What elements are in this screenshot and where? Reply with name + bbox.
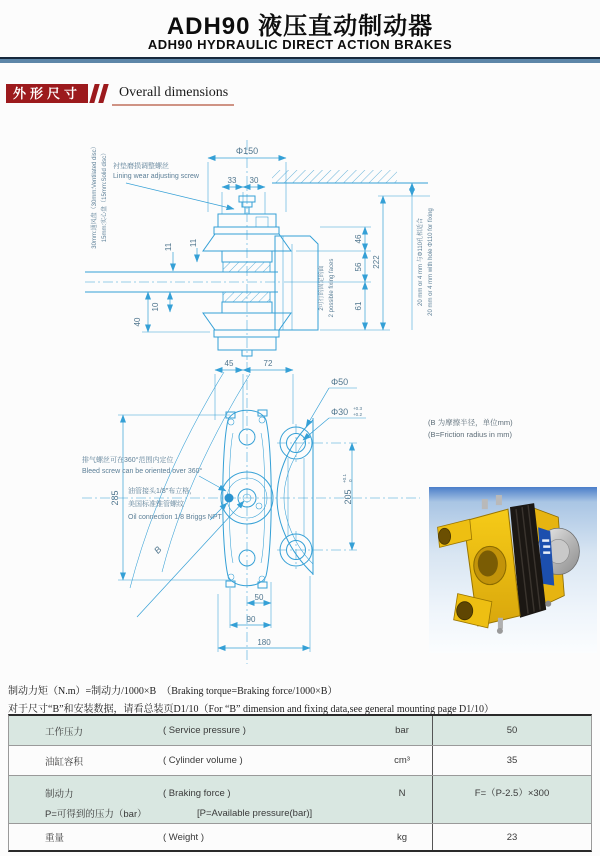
row-label-en: ( Braking force ) bbox=[163, 787, 231, 799]
dim-30-label: 30 bbox=[249, 176, 259, 185]
dim-56-label: 56 bbox=[354, 262, 363, 272]
disc-note-line1: 30mm:通风盘（30mm:Ventilated disc） bbox=[92, 143, 98, 249]
row-unit: bar bbox=[395, 725, 409, 736]
dim-phi30-tol-top: +0.3 bbox=[353, 406, 363, 411]
row-unit: N bbox=[398, 787, 406, 799]
dim-205-tol-bot: 0 bbox=[348, 479, 353, 482]
row-sublabel-en: [P=Available pressure(bar)] bbox=[197, 807, 313, 819]
dim-10-label: 10 bbox=[151, 302, 160, 312]
dim-61-label: 61 bbox=[354, 301, 363, 311]
oil-note-zh1: 油管接头1/8″布立格， bbox=[128, 488, 197, 495]
dim-45-label: 45 bbox=[224, 359, 234, 368]
spec-table bbox=[8, 714, 592, 852]
section-banner: 外形尺寸 bbox=[6, 84, 88, 103]
row-label-zh: 重量 bbox=[45, 833, 65, 844]
disc-note-line2: 15mm:实心盘（15mm:Solid disc） bbox=[102, 149, 108, 243]
front-view-dimensions bbox=[82, 359, 366, 652]
dim-11b-label: 11 bbox=[189, 238, 198, 248]
row-label-zh: 工作压力 bbox=[45, 726, 84, 738]
dim-46-label: 46 bbox=[354, 234, 363, 244]
dim-11a-label: 11 bbox=[164, 242, 173, 252]
row-unit: kg bbox=[396, 831, 408, 843]
dim-phi30-label: Φ30 bbox=[331, 407, 349, 417]
lining-note-zh: 衬垫磨损调整螺丝 bbox=[113, 163, 169, 170]
fixing-note-zh: 2可行的固定的面 bbox=[319, 265, 325, 311]
banner-stripe bbox=[98, 84, 108, 103]
bleed-note-zh: 排气螺丝可在360°范围内定位 bbox=[82, 457, 174, 464]
brake-photo-graphic bbox=[429, 487, 597, 653]
oil-note-en: Oil connection 1/8 Briggs NPT bbox=[128, 514, 222, 521]
oil-note-zh2: 美国标准锥管螺纹 bbox=[128, 501, 184, 508]
row-label-block bbox=[9, 776, 432, 823]
dim-phi50-label: Φ50 bbox=[331, 377, 349, 387]
row-label-zh: 油缸容积 bbox=[45, 756, 84, 768]
row-label-en: ( Weight ) bbox=[163, 831, 205, 843]
dim-50-label: 50 bbox=[254, 593, 264, 602]
dim-180-label: 180 bbox=[257, 638, 271, 647]
table-row bbox=[9, 776, 591, 824]
row-label-en: ( Cylinder volume ) bbox=[163, 755, 243, 766]
dim-205-label: 205 bbox=[343, 489, 353, 505]
brake-body bbox=[438, 495, 580, 634]
friction-radius-note-zh: (B 为摩擦半径，单位mm) bbox=[428, 418, 513, 427]
hole-note-zh: 20 mm or 4 mm 与Φ110孔相适合 bbox=[418, 217, 424, 307]
dim-phi30-tol-bot: +0.2 bbox=[353, 412, 363, 417]
fixing-note-en: 2 possible fixing faces bbox=[329, 258, 335, 318]
hole-note-en: 20 mm or 4 mm with hole Φ110 for fixing bbox=[428, 208, 434, 316]
dim-33-label: 33 bbox=[227, 176, 237, 185]
dim-40-label: 40 bbox=[133, 317, 142, 327]
friction-radius-note bbox=[428, 417, 513, 440]
dim-222-label: 222 bbox=[372, 255, 381, 269]
mounting-reference-note: 对于尺寸“B”和安装数据，请看总装页D1/10（For “B” dimension and fixing data,see general mounting page D1/10） bbox=[8, 704, 495, 715]
dim-90-label: 90 bbox=[246, 615, 256, 624]
dim-205-tol-top: +0.1 bbox=[342, 473, 347, 483]
row-label-zh: 制动力 bbox=[45, 789, 74, 800]
table-row bbox=[9, 824, 591, 850]
dim-B-label: B bbox=[152, 544, 164, 556]
friction-radius-note-en: (B=Friction radius in mm) bbox=[428, 429, 512, 439]
oil-port-dot bbox=[225, 494, 234, 503]
torque-formula-note: 制动力矩（N.m）=制动力/1000×B （Braking torque=Braking force/1000×B） bbox=[8, 686, 338, 697]
header-rule bbox=[0, 57, 600, 63]
row-unit: cm³ bbox=[394, 755, 410, 766]
lining-note-en: Lining wear adjusting screw bbox=[113, 173, 199, 180]
table-row bbox=[9, 716, 591, 746]
row-value: 35 bbox=[432, 746, 591, 775]
page-title: ADH90 液压直动制动器 bbox=[166, 13, 434, 40]
section-banner-en: Overall dimensions bbox=[119, 85, 229, 100]
row-value: 23 bbox=[432, 824, 591, 850]
dim-72-label: 72 bbox=[263, 359, 273, 368]
product-photo bbox=[429, 487, 597, 653]
row-value: 50 bbox=[432, 716, 591, 745]
banner-underline bbox=[112, 104, 234, 106]
dim-285-label: 285 bbox=[110, 490, 120, 506]
bleed-note-en: Bleed screw can be oriented over 360° bbox=[82, 468, 203, 475]
dim-phi150-label: Φ150 bbox=[235, 146, 259, 156]
table-row bbox=[9, 746, 591, 776]
row-label-en: ( Service pressure ) bbox=[163, 725, 246, 736]
row-value: F=（P-2.5）×300 bbox=[432, 776, 591, 823]
row-sublabel-zh: P=可得到的压力（bar） bbox=[45, 809, 147, 820]
page-subtitle: ADH90 HYDRAULIC DIRECT ACTION BRAKES bbox=[147, 37, 453, 52]
